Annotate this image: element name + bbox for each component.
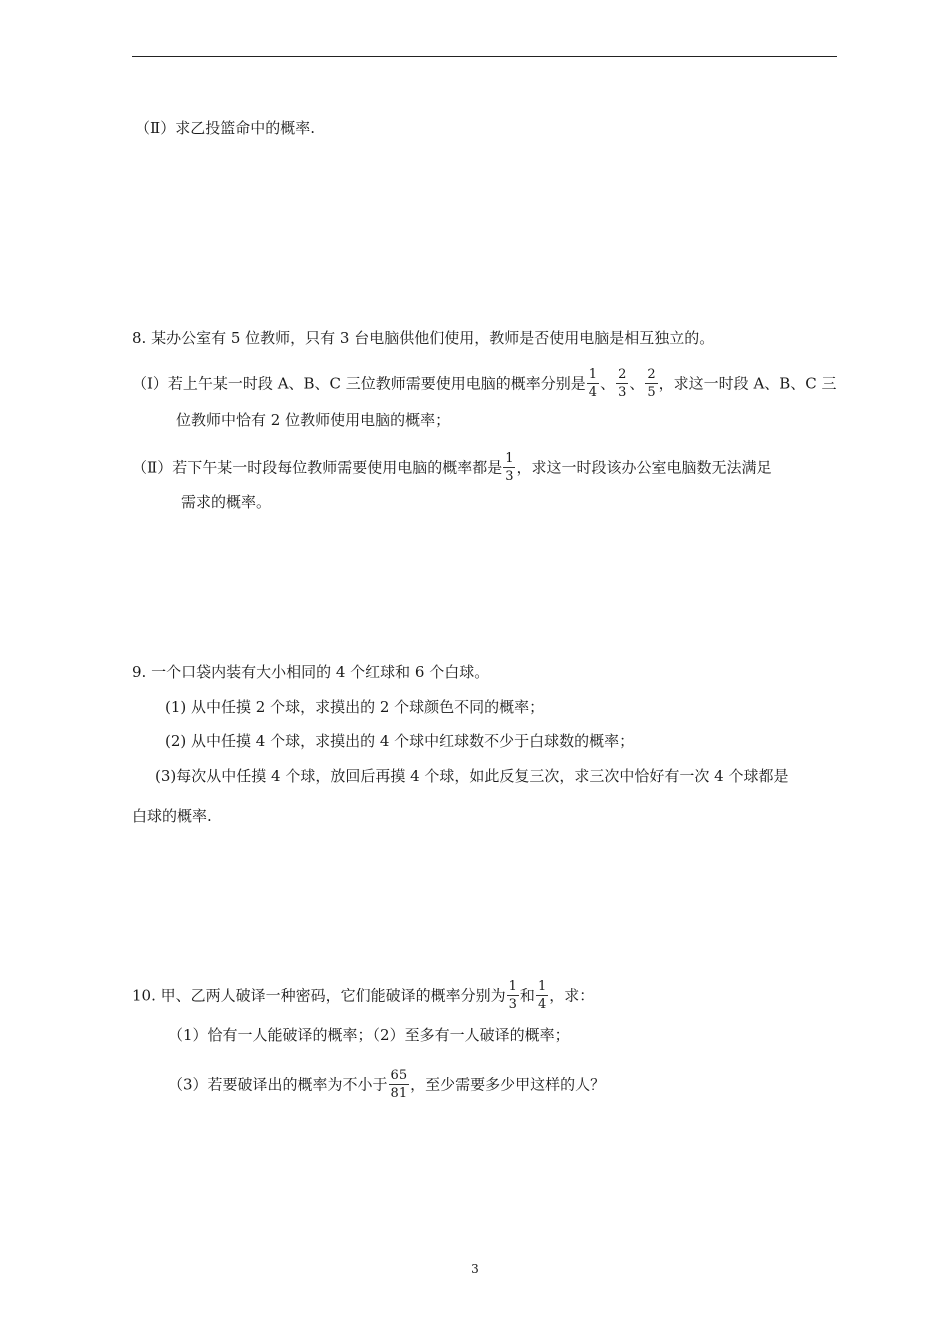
q9-part3-cont: 白球的概率. <box>132 807 212 825</box>
fraction: $\frac{1}{3}$ <box>508 979 517 1012</box>
q8-part1-text: （Ⅰ）若上午某一时段 A、B、C 三位教师需要使用电脑的概率分别是 <box>132 374 586 393</box>
fraction: $\frac{65}{81}$ <box>390 1068 408 1101</box>
q10-part3-text-post: ，至少需要多少甲这样的人？ <box>410 1075 606 1094</box>
fraction: $\frac{2}{3}$ <box>618 367 627 400</box>
q8-part2 <box>132 452 772 485</box>
q8-part1: （Ⅰ）若上午某一时段 A、B、C 三位教师需要使用电脑的概率分别是 $\frac{1}{4}$ 、 $\frac{2}{3}$ 、 $\frac{2}{5}$ ，求这一时段 A、B、C 三 <box>132 367 837 400</box>
q8-part2-cont: 需求的概率。 <box>181 493 272 511</box>
q9-part2: (2) 从中任摸 4 个球，求摸出的 4 个球中红球数不少于白球数的概率； <box>165 732 635 750</box>
q10-stem: 10. 甲、乙两人破译一种密码，它们能破译的概率分别为 $\frac{1}{3}$ 和 $\frac{1}{4}$ ，求： <box>132 979 595 1012</box>
fraction: $\frac{2}{5}$ <box>647 367 656 400</box>
q10-part3-text: （3）若要破译出的概率为不小于 <box>168 1075 388 1094</box>
q10-stem-text: 10. 甲、乙两人破译一种密码，它们能破译的概率分别为 <box>132 986 506 1005</box>
header-rule <box>132 56 837 57</box>
fraction: $\frac{1}{4}$ <box>537 979 547 1012</box>
q8-part1-text-post: ，求这一时段 A、B、C 三 <box>658 374 837 393</box>
q8-stem: 8. 某办公室有 5 位教师，只有 3 台电脑供他们使用，教师是否使用电脑是相互独立的。 <box>132 329 715 347</box>
q9-part1: (1) 从中任摸 2 个球，求摸出的 2 个球颜色不同的概率； <box>165 698 545 716</box>
q10-part3 <box>168 1069 605 1102</box>
fraction: $\frac{1}{4}$ <box>588 367 598 400</box>
q8-part2-text-post: ，求这一时段该办公室电脑数无法满足 <box>516 458 772 477</box>
q9-part3: (3)每次从中任摸 4 个球，放回后再摸 4 个球，如此反复三次，求三次中恰好有一次 4 个球都是 <box>155 767 789 785</box>
fraction: $\frac{1}{3}$ <box>505 451 514 484</box>
q8-part2-text: （Ⅱ）若下午某一时段每位教师需要使用电脑的概率都是 <box>132 458 503 477</box>
q9-stem: 9. 一个口袋内装有大小相同的 4 个红球和 6 个白球。 <box>132 663 490 681</box>
q10-stem-text-post: ，求： <box>549 986 595 1005</box>
q10-part12: （1）恰有一人能破译的概率；（2）至多有一人破译的概率； <box>168 1026 570 1044</box>
q8-part1-cont: 位教师中恰有 2 位教师使用电脑的概率； <box>176 411 451 429</box>
page-number: 3 <box>471 1262 479 1276</box>
q7-part2: （Ⅱ）求乙投篮命中的概率. <box>135 119 315 137</box>
